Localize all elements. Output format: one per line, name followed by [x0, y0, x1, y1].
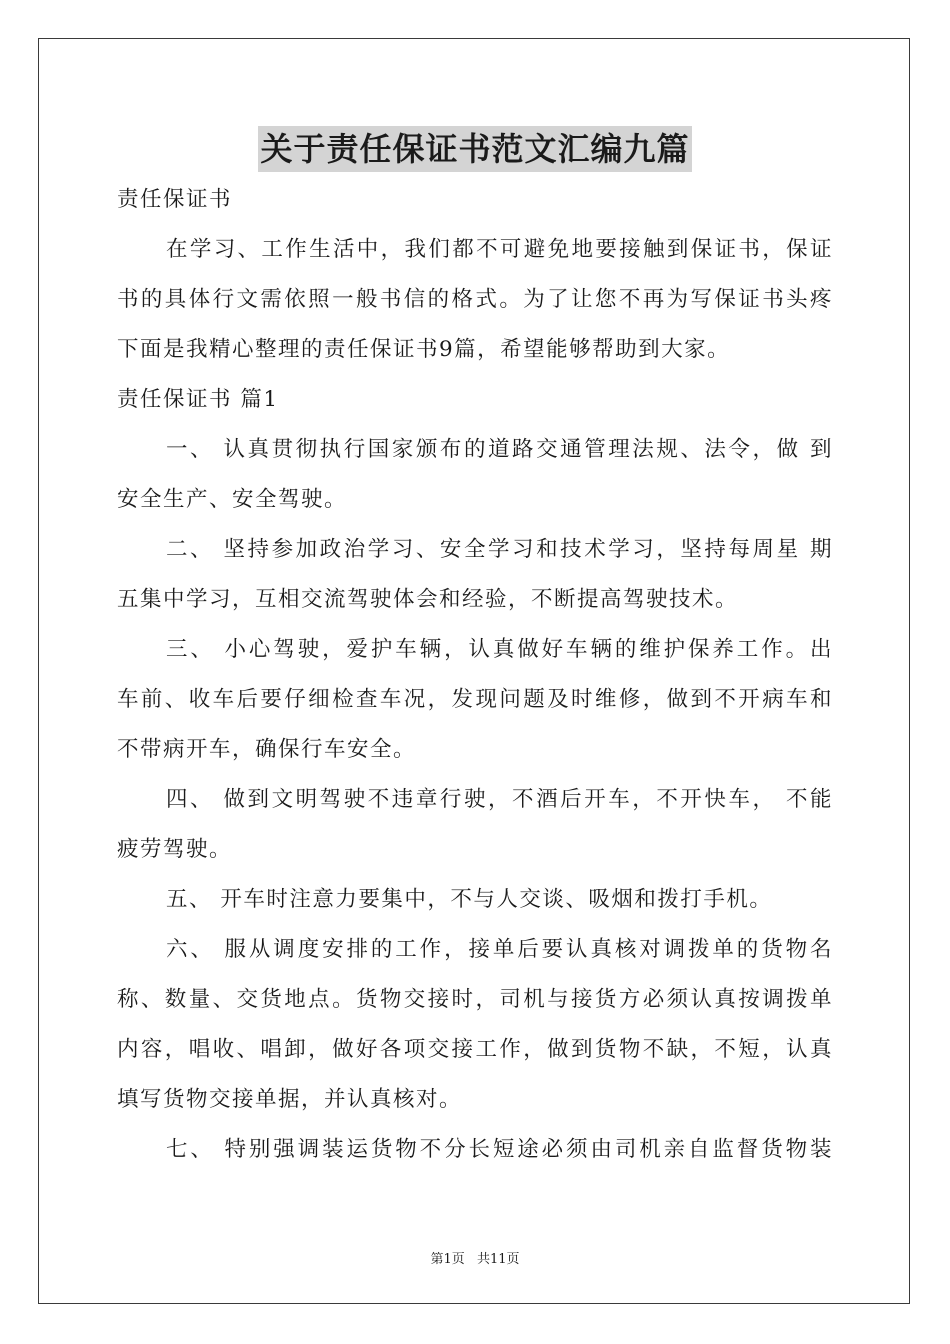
text-line: 疲劳驾驶。 [117, 837, 233, 862]
text-line: 安全生产、安全驾驶。 [117, 487, 348, 512]
text-line: 称、数量、交货地点。货物交接时，司机与接货方必须认真按调拨单 [117, 987, 833, 1012]
text-line: 下面是我精心整理的责任保证书9篇，希望能够帮助到大家。 [117, 337, 731, 362]
text-line: 四、 做到文明驾驶不违章行驶，不酒后开车，不开快车， 不能 [166, 787, 833, 812]
text-line: 责任保证书 篇1 [117, 387, 279, 412]
text-line: 二、 坚持参加政治学习、安全学习和技术学习，坚持每周星 期 [166, 537, 833, 562]
text-line: 填写货物交接单据，并认真核对。 [117, 1087, 463, 1112]
text-line: 内容，唱收、唱卸，做好各项交接工作，做到货物不缺，不短，认真 [117, 1037, 833, 1062]
text-line: 书的具体行文需依照一般书信的格式。为了让您不再为写保证书头疼 [117, 287, 833, 312]
text-line: 在学习、工作生活中，我们都不可避免地要接触到保证书，保证 [166, 237, 833, 262]
text-line: 七、 特别强调装运货物不分长短途必须由司机亲自监督货物装 [166, 1137, 833, 1162]
text-line: 三、 小心驾驶，爱护车辆，认真做好车辆的维护保养工作。出 [166, 637, 833, 662]
text-line: 责任保证书 [117, 187, 233, 212]
text-line: 不带病开车，确保行车安全。 [117, 737, 417, 762]
text-line: 一、 认真贯彻执行国家颁布的道路交通管理法规、法令，做 到 [166, 437, 833, 462]
page-footer [0, 1248, 950, 1267]
document-title: 关于责任保证书范文汇编九篇 [258, 126, 691, 172]
document-body [117, 175, 833, 1175]
text-line: 车前、收车后要仔细检查车况，发现问题及时维修，做到不开病车和 [117, 687, 833, 712]
text-line: 六、 服从调度安排的工作，接单后要认真核对调拨单的货物名 [166, 937, 833, 962]
text-line: 五集中学习，互相交流驾驶体会和经验，不断提高驾驶技术。 [117, 587, 739, 612]
title-wrap [0, 126, 950, 172]
page-total: 共11页 [476, 1252, 520, 1267]
text-line: 五、 开车时注意力要集中，不与人交谈、吸烟和拨打手机。 [166, 887, 773, 912]
page-number: 第1页 [430, 1252, 465, 1267]
